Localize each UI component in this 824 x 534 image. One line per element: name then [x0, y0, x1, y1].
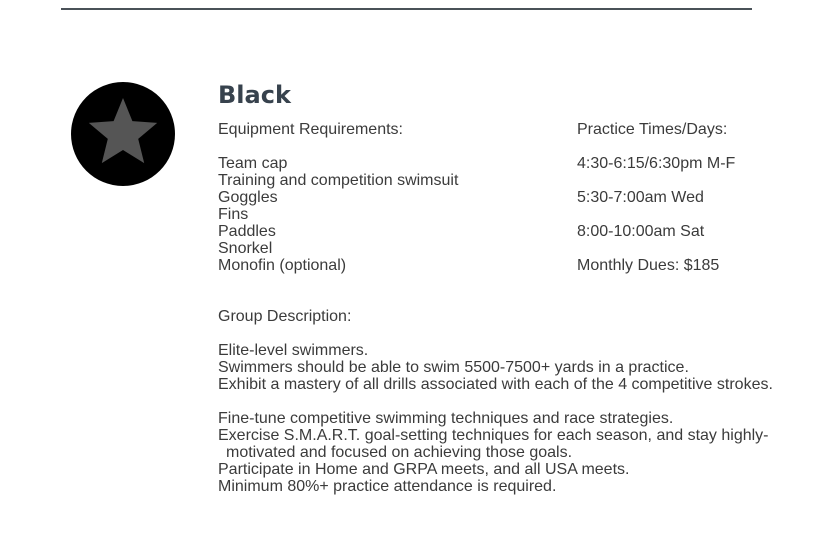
practice-time: 8:00-10:00am Sat — [577, 223, 705, 240]
practice-heading: Practice Times/Days: — [577, 121, 728, 138]
description-item: Participate in Home and GRPA meets, and all USA meets. — [218, 461, 630, 478]
equipment-item: Paddles — [218, 223, 276, 240]
description-section — [218, 308, 778, 495]
description-item: Swimmers should be able to swim 5500-7500+ yards in a practice. — [218, 359, 689, 376]
description-item: Exhibit a mastery of all drills associated with each of the 4 competitive strokes. — [218, 376, 773, 393]
equipment-item: Team cap — [218, 155, 288, 172]
group-badge — [71, 82, 175, 186]
equipment-item: Fins — [218, 206, 249, 223]
practice-time: 5:30-7:00am Wed — [577, 189, 704, 206]
group-title: Black — [218, 81, 291, 109]
equipment-list — [218, 155, 558, 274]
equipment-item: Goggles — [218, 189, 278, 206]
description-item: Exercise S.M.A.R.T. goal-setting techniques for each season, and stay highly-motivated and focused on achieving those goals. — [218, 427, 769, 461]
description-item: Minimum 80%+ practice attendance is required. — [218, 478, 557, 495]
equipment-item: Snorkel — [218, 240, 273, 257]
practice-time: 4:30-6:15/6:30pm M-F — [577, 155, 736, 172]
top-divider — [61, 8, 752, 10]
equipment-item: Training and competition swimsuit — [218, 172, 459, 189]
equipment-item: Monofin (optional) — [218, 257, 347, 274]
description-item: Elite-level swimmers. — [218, 342, 369, 359]
description-heading: Group Description: — [218, 308, 352, 325]
monthly-dues: Monthly Dues: $185 — [577, 257, 720, 274]
description-item: Fine-tune competitive swimming techniques and race strategies. — [218, 410, 674, 427]
practice-section — [577, 121, 797, 291]
star-icon — [71, 82, 175, 186]
equipment-heading: Equipment Requirements: — [218, 121, 403, 138]
equipment-section — [218, 121, 558, 274]
